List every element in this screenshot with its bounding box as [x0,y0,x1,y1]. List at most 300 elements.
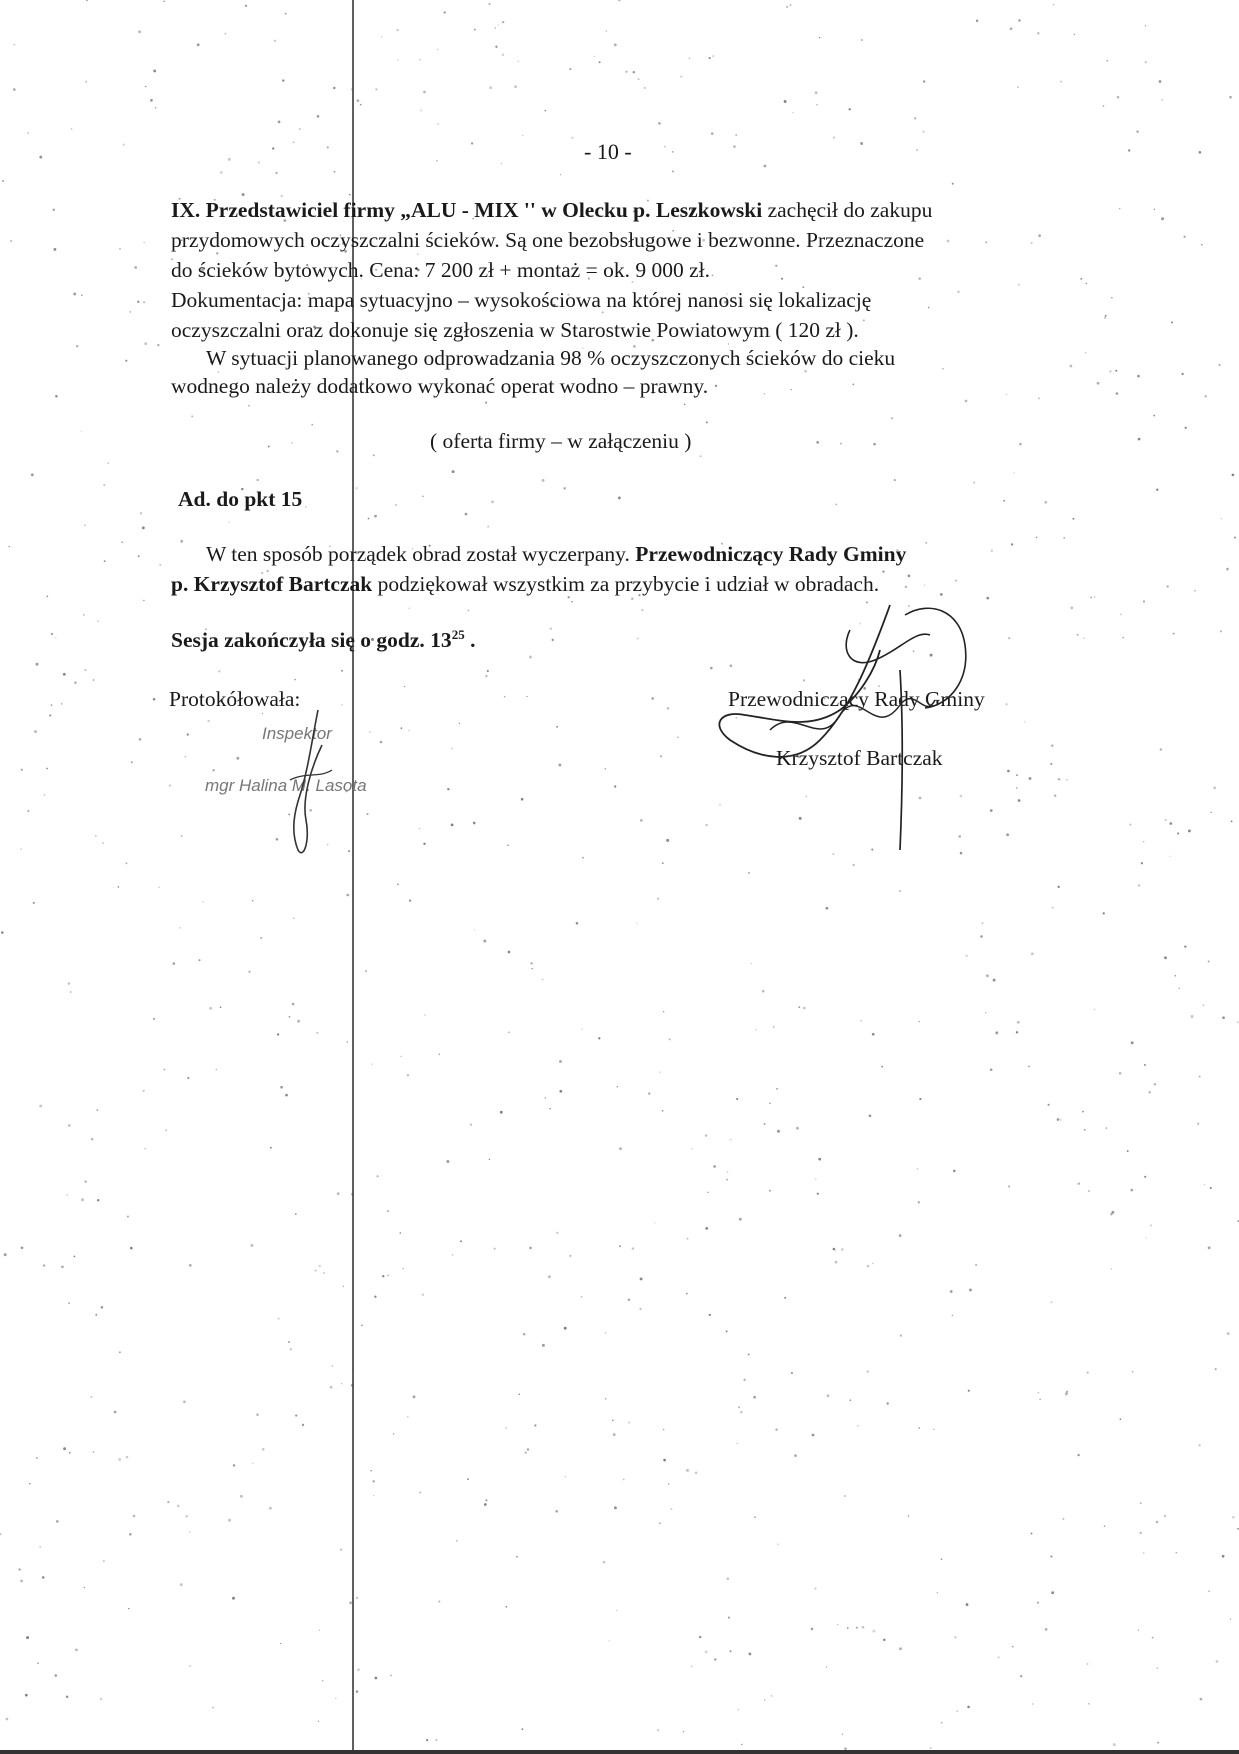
scan-speck [529,1247,532,1250]
scan-speck [833,136,835,138]
scan-speck [446,1160,449,1163]
closing-line-1-text: W ten sposób porządek obrad został wyczerpany. [206,542,636,566]
scan-speck [1050,1556,1052,1558]
scan-speck [103,484,105,486]
scan-speck [1090,597,1091,598]
scan-speck [686,1293,688,1295]
scan-speck [941,1558,943,1560]
scan-speck [153,698,156,701]
scan-speck [248,971,250,973]
scan-speck [709,57,711,59]
section-ix-line-1-rest: zachęcił do zakupu [762,198,933,222]
scan-speck [1197,1123,1199,1125]
scan-speck [29,1483,31,1485]
scan-speck [633,71,635,73]
scan-speck [777,1130,780,1133]
scan-speck [980,935,982,937]
scan-speck [1003,500,1005,502]
scan-speck [559,1060,562,1063]
scan-speck [614,1506,617,1509]
scan-speck [1120,1418,1122,1420]
scan-speck [397,884,399,886]
scan-speck [748,872,750,874]
scan-speck [467,1478,469,1480]
scan-speck [187,733,189,735]
scan-speck [556,1232,558,1234]
scan-speck [1131,1189,1134,1192]
scan-speck [423,91,426,94]
scan-speck [663,1429,665,1431]
scan-speck [189,1531,191,1533]
scan-speck [197,43,200,46]
scan-speck [1115,370,1117,372]
scan-speck [706,421,708,423]
scan-speck [686,1469,689,1472]
scan-speck [18,1568,20,1570]
scan-speck [817,1193,819,1195]
scan-speck [894,479,896,481]
scan-speck [233,1464,235,1466]
scan-speck [439,1054,441,1056]
scan-speck [1204,1184,1205,1185]
scan-speck [400,1056,401,1057]
scan-speck [191,415,193,417]
scan-speck [133,1515,136,1518]
scan-speck [245,5,247,7]
scan-speck [651,697,654,700]
chairman-signature-name: Krzysztof Bartczak [776,746,943,770]
scan-speck [1208,960,1210,962]
scan-speck [465,513,468,516]
session-end-minutes: 25 [451,626,465,642]
scan-speck [714,1658,716,1660]
scan-speck [628,1299,630,1301]
scan-speck [248,405,250,407]
section-ix-line-3: do ścieków bytowych. Cena: 7 200 zł + montaż = ok. 9 000 zł. [171,258,710,282]
scan-speck [1106,1127,1108,1129]
scan-speck [867,1265,870,1268]
scan-speck [1037,1602,1039,1604]
scan-speck [502,54,505,57]
scan-speck [1031,242,1033,244]
scan-speck [860,1020,862,1022]
scan-speck [930,1747,932,1749]
scan-speck [605,768,606,769]
scan-speck [815,91,818,94]
scan-speck [277,1033,279,1035]
scan-speck [542,979,543,980]
scan-speck [473,822,476,825]
scan-speck [316,1032,318,1034]
scan-speck [27,810,29,812]
scan-speck [1012,1646,1014,1648]
scan-speck [1029,777,1032,780]
scan-speck [164,1069,166,1071]
scan-speck [1144,1064,1146,1066]
stamp-name: mgr Halina M. Lasota [205,776,367,795]
scan-speck [689,57,691,59]
scan-speck [212,1707,213,1708]
scan-speck [887,1402,889,1404]
scan-speck [857,1425,859,1427]
scan-speck [1148,1091,1151,1094]
scan-speck [791,389,792,390]
scan-speck [39,1105,42,1108]
scan-speck [1050,1301,1052,1303]
scan-speck [268,446,270,448]
scan-speck [341,670,343,672]
scan-speck [487,525,489,527]
scan-speck [55,395,58,398]
scan-speck [1145,25,1146,26]
scan-speck [470,1124,472,1126]
scan-speck [97,1199,99,1201]
scan-speck [346,894,349,897]
scan-speck [1152,1637,1154,1639]
scan-speck [452,1254,454,1256]
left-signature [260,700,380,870]
scan-speck [55,637,57,639]
scan-speck [395,504,397,506]
scan-speck [423,843,425,845]
scan-speck [1077,1454,1079,1456]
scan-speck [1103,105,1105,107]
scan-speck [614,43,617,46]
scan-speck [1105,315,1107,317]
scan-speck [47,596,49,598]
scan-speck [798,1006,800,1008]
scan-speck [792,112,793,113]
scan-speck [126,1456,129,1459]
scan-speck [908,1515,910,1517]
scan-speck [1116,392,1119,395]
scan-speck [1063,537,1065,539]
scan-speck [155,107,157,109]
scan-speck [775,265,777,267]
scan-speck [1051,744,1054,747]
scan-speck [375,1677,378,1680]
scan-speck [826,907,829,910]
closing-line-2-text: podziękował wszystkim za przybycie i udział w obradach. [372,572,880,596]
scan-speck [531,968,533,970]
scan-speck [1204,395,1206,397]
scan-speck [544,110,546,112]
scan-speck [323,1272,324,1273]
scan-speck [186,1515,188,1517]
scan-speck [526,696,527,697]
scan-speck [91,1396,93,1398]
scan-speck [1113,1743,1116,1746]
scan-speck [1143,1552,1145,1554]
section-ix-line-5: oczyszczalni oraz dokonuje się zgłoszenia w Starostwie Powiatowym ( 120 zł ). [171,318,859,342]
scan-speck [775,1428,778,1431]
scan-speck [1050,763,1052,765]
scan-speck [753,1396,756,1399]
scan-speck [125,360,127,362]
scan-speck [102,842,104,844]
scan-speck [1018,19,1021,22]
scan-speck [576,922,579,925]
scan-speck [61,1266,64,1269]
scan-speck [957,291,959,293]
scan-speck [632,1247,634,1249]
scan-speck [555,1510,558,1513]
scan-speck [66,1194,68,1196]
scan-speck [1094,596,1096,598]
scan-speck [933,1428,935,1430]
scan-speck [882,571,884,573]
scan-speck [1171,321,1173,323]
scan-speck [315,1270,317,1272]
scan-speck [1201,244,1203,246]
scan-speck [1128,149,1130,151]
scan-speck [285,1094,288,1097]
scan-speck [1017,1021,1020,1024]
scan-speck [700,455,702,457]
scan-speck [158,887,159,888]
scan-speck [922,131,924,133]
scan-speck [1070,607,1073,610]
scan-speck [269,1507,272,1510]
scan-speck [1058,778,1060,780]
scan-speck [288,1341,290,1343]
scan-speck [1122,637,1124,639]
scan-speck [950,1290,953,1293]
scan-speck [818,1158,821,1161]
scan-speck [275,172,277,174]
scan-speck [293,917,295,919]
scan-speck [1169,856,1170,857]
scan-speck [691,1665,693,1667]
scan-speck [1066,779,1067,780]
scan-speck [21,1246,24,1249]
scan-speck [1054,795,1056,797]
scan-speck [340,1548,342,1550]
scan-speck [185,756,187,758]
scan-speck [986,974,989,977]
scan-speck [1020,1675,1022,1677]
scan-speck [965,400,968,403]
scan-speck [751,963,752,964]
scan-speck [262,1448,265,1451]
scan-speck [37,1662,39,1664]
scan-speck [1120,613,1122,615]
scan-speck [143,1090,145,1092]
scan-speck [451,823,454,826]
scan-speck [899,1234,902,1237]
scan-speck [556,726,558,728]
chairman-title: Przewodniczący Rady Gminy [635,542,907,566]
scan-speck [916,149,918,151]
scan-speck [917,1168,919,1170]
scan-speck [542,1344,545,1347]
scan-speck [968,1390,970,1392]
scan-speck [923,80,925,82]
scan-speck [947,240,950,243]
scan-speck [743,1379,745,1381]
scan-speck [1164,956,1167,959]
scan-speck [305,506,307,508]
scan-speck [1181,373,1183,375]
scan-speck [280,1086,283,1089]
scan-speck [150,99,153,102]
scan-speck [609,1640,610,1641]
scan-speck [256,1414,258,1416]
scan-speck [863,319,865,321]
scan-speck [1157,1742,1159,1744]
scan-speck [360,104,362,106]
scan-speck [118,1458,121,1461]
scan-speck [969,1288,972,1291]
scan-speck [565,1476,566,1477]
scan-bottom-edge [0,1750,1239,1754]
scan-speck [1237,1021,1239,1023]
scan-speck [66,1695,69,1698]
scan-speck [1048,1104,1050,1106]
scan-speck [495,27,496,28]
scan-speck [1085,352,1086,353]
scan-speck [252,1463,254,1465]
scan-speck [790,4,792,6]
scan-speck [1086,283,1088,285]
scan-speck [1088,1190,1090,1192]
scan-speck [641,609,643,611]
scan-speck [293,141,295,143]
scan-speck [771,1695,773,1697]
scan-speck [131,761,133,763]
scan-speck [755,1029,756,1030]
scan-speck [346,1041,348,1043]
scan-speck [598,1037,600,1039]
scan-speck [1028,1066,1030,1068]
scan-speck [85,81,87,83]
scan-speck [209,1007,212,1010]
scan-speck [1132,1371,1134,1373]
scan-speck [408,730,409,731]
scan-speck [487,670,489,672]
scan-speck [928,307,930,309]
scan-speck [1117,96,1120,99]
scan-speck [1069,365,1072,368]
scan-speck [198,959,200,961]
scan-speck [727,1171,728,1172]
scan-speck [330,1386,333,1389]
scan-speck [274,40,277,43]
scan-speck [278,121,281,124]
scan-speck [680,76,682,78]
scan-speck [53,209,55,211]
scan-speck [900,1334,902,1336]
scan-speck [1164,1515,1167,1518]
scan-speck [500,1111,503,1114]
scan-speck [1017,86,1018,87]
scan-speck [569,68,571,70]
scan-speck [581,1296,583,1298]
scan-speck [552,639,554,641]
scan-speck [840,443,842,445]
scan-speck [637,637,639,639]
scan-speck [1044,501,1047,504]
scan-speck [36,1457,38,1459]
scan-speck [130,1247,133,1250]
scan-speck [666,839,669,842]
scan-speck [908,575,911,578]
scan-speck [672,170,674,172]
scan-speck [1154,1083,1157,1086]
scan-speck [764,393,765,394]
scan-speck [419,828,420,829]
scan-speck [1072,518,1074,520]
scan-speck [1129,824,1131,826]
scan-speck [1080,278,1082,280]
scan-speck [1088,1703,1090,1705]
scan-speck [924,584,925,585]
scan-speck [1057,1118,1060,1121]
scan-speck [260,937,262,939]
scan-speck [159,564,161,566]
scan-speck [61,703,62,704]
scan-speck [741,1744,742,1745]
scan-speck [1052,907,1054,909]
scan-speck [754,1516,756,1518]
scan-speck [153,1018,155,1020]
scan-speck [289,1016,291,1018]
scan-speck [1222,1016,1225,1019]
scan-speck [1066,1391,1068,1393]
scan-speck [659,1522,661,1524]
scan-speck [180,540,183,543]
scan-speck [605,1332,607,1334]
scan-speck [139,738,142,741]
scan-speck [258,161,260,163]
scan-speck [582,857,584,859]
scan-speck [34,730,37,733]
scan-speck [786,6,788,8]
scan-speck [1157,1668,1158,1669]
scan-speck [9,546,10,547]
scan-speck [748,1353,750,1355]
scan-speck [872,1263,874,1265]
scan-speck [319,1630,320,1631]
scan-speck [497,24,498,25]
scan-speck [1038,234,1041,237]
scan-speck [70,991,72,993]
scan-speck [422,1293,425,1296]
protocol-label: Protokółowała: [169,687,301,711]
scan-speck [165,1129,167,1131]
scan-speck [130,311,131,312]
scan-speck [27,132,29,134]
scan-speck [993,979,996,982]
scan-speck [899,1647,902,1650]
scan-speck [1014,472,1015,473]
scan-speck [95,1314,97,1316]
scan-speck [356,1690,358,1692]
scan-speck [1161,99,1163,101]
scan-speck [270,1147,272,1149]
scan-speck [119,1351,121,1353]
scan-speck [319,1265,321,1267]
scan-speck [873,443,875,445]
scan-speck [1065,1393,1068,1396]
scan-speck [1226,568,1229,571]
section-ix-line-7: wodnego należy dodatkowo wykonać operat wodno – prawny. [171,374,709,398]
scan-speck [848,108,850,110]
scan-speck [815,1178,817,1180]
scan-speck [282,79,284,81]
scan-speck [794,1454,797,1457]
scan-speck [240,1495,243,1498]
